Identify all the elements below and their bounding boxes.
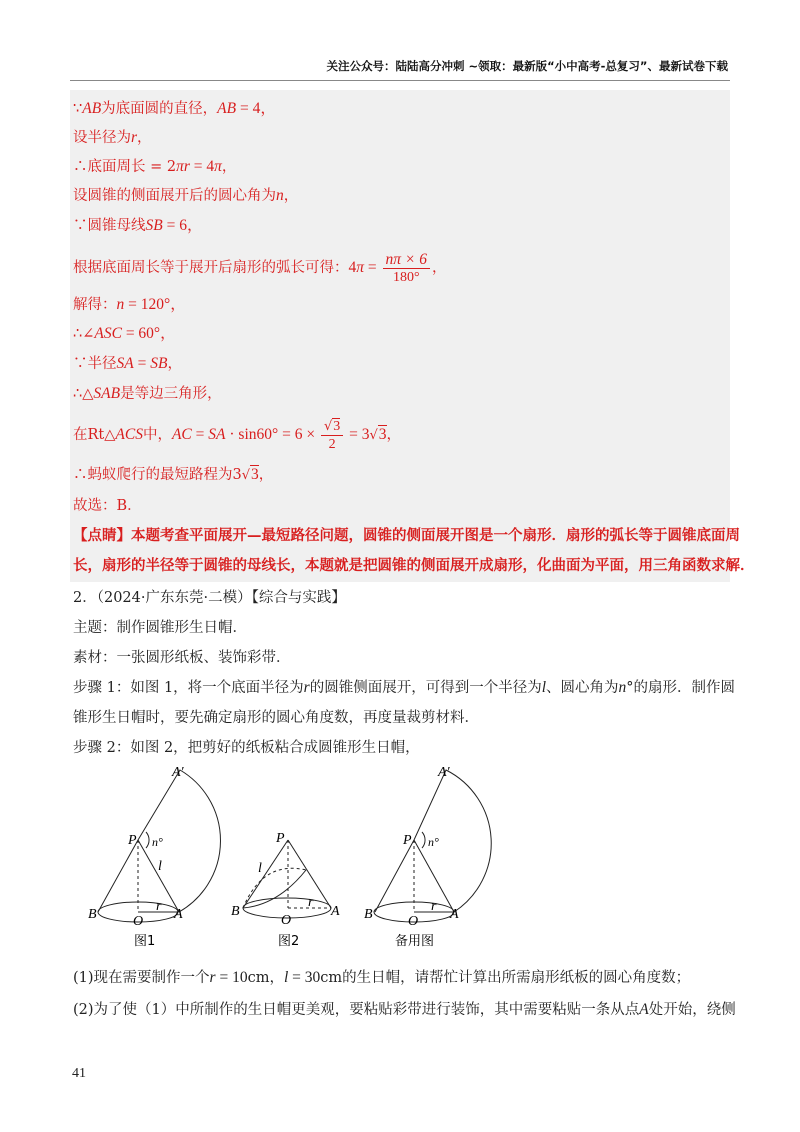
fig3-label-A: A <box>450 907 459 922</box>
solution-line-14: 【点睛】本题考查平面展开—最短路径问题，圆锥的侧面展开图是一个扇形．扇形的弧长等于圆锥底面周 <box>73 527 740 544</box>
fig3-label-P: P <box>403 833 412 848</box>
problem-step1-cont: 锥形生日帽时，要先确定扇形的圆心角度数，再度量裁剪材料． <box>73 710 479 726</box>
solution-line-4: 设圆锥的侧面展开后的圆心角为n， <box>73 187 299 204</box>
fig2-label-r: r <box>308 895 314 910</box>
fig1-label-l: l <box>158 859 162 874</box>
solution-line-2: 设半径为r， <box>73 129 152 146</box>
problem-title: 2．（2024·广东东莞·二模）【综合与实践】 <box>73 590 346 606</box>
solution-line-5: ∵圆锥母线SB = 6， <box>73 217 203 234</box>
problem-topic: 主题：制作圆锥形生日帽． <box>73 620 247 636</box>
header-divider <box>70 80 730 81</box>
problem-step1: 步骤 1：如图 1，将一个底面半径为r的圆锥侧面展开，可得到一个半径为l、圆心角为n°的扇形．制作圆 <box>73 679 736 696</box>
fig1-label-r: r <box>156 899 162 914</box>
fig3-label-r: r <box>431 899 437 914</box>
cone-figures <box>88 760 518 955</box>
solution-line-8: ∴∠ASC = 60°， <box>73 325 176 342</box>
fig2-label-O: O <box>281 913 292 928</box>
figure-2 <box>243 840 331 918</box>
fig3-caption: 备用图 <box>395 934 435 949</box>
solution-line-6: 根据底面周长等于展开后扇形的弧长可得：4π = $\frac{n\pi \times 6}{180^\circ}$ ， <box>73 250 447 285</box>
solution-line-15: 长，扇形的半径等于圆锥的母线长，本题就是把圆锥的侧面展开成扇形，化曲面为平面，用三角函数求解． <box>73 557 755 574</box>
fig1-label-A: A <box>174 907 183 922</box>
solution-line-3: ∴底面周长 = 2πr = 4π， <box>73 158 237 175</box>
fig1-caption: 图1 <box>134 934 156 949</box>
fraction-arc-length: $\frac{n\pi \times 6}{180^\circ}$ <box>383 251 430 286</box>
solution-line-10: ∴△SAB是等边三角形， <box>73 385 222 402</box>
fig3-label-B: B <box>364 907 373 922</box>
page-number: 41 <box>72 1066 86 1081</box>
fig2-label-A: A <box>331 904 340 919</box>
fig2-label-P: P <box>276 831 285 846</box>
problem-material: 素材：一张圆形纸板、装饰彩带． <box>73 650 291 666</box>
fig1-label-n: n° <box>152 835 163 849</box>
fig1-label-Aprime: A′ <box>172 765 184 780</box>
fig3-label-n: n° <box>428 835 439 849</box>
problem-step2: 步骤 2：如图 2，把剪好的纸板粘合成圆锥形生日帽， <box>73 740 420 756</box>
solution-line-7: 解得：n = 120°， <box>73 296 186 313</box>
solution-line-1: ∵AB为底面圆的直径，AB = 4， <box>73 100 276 117</box>
solution-line-9: ∵半径SA = SB， <box>73 355 182 372</box>
page-header: 关注公众号：陆陆高分冲刺 ~领取：最新版“小中高考-总复习”、最新试卷下载 <box>326 59 728 73</box>
fig2-label-l: l <box>258 861 262 876</box>
fig1-label-O: O <box>133 914 144 929</box>
question-2: (2)为了使（1）中所制作的生日帽更美观，要粘贴彩带进行装饰，其中需要粘贴一条从点A处开始，绕侧 <box>73 1001 736 1018</box>
fig2-caption: 图2 <box>278 934 300 949</box>
fig1-label-P: P <box>128 833 137 848</box>
fig2-label-B: B <box>231 904 240 919</box>
question-1: (1)现在需要制作一个r = 10cm，l = 30cm的生日帽，请帮忙计算出所需扇形纸板的圆心角度数； <box>73 969 691 986</box>
solution-line-13: 故选：B． <box>73 498 142 514</box>
fig3-label-Aprime: A′ <box>438 765 450 780</box>
fig3-label-O: O <box>408 914 419 929</box>
solution-line-11: 在Rt△ACS中，AC = SA · sin60° = 6 × $\frac{√3}{2}$ = 3√3， <box>73 418 402 452</box>
solution-block <box>70 90 755 582</box>
solution-line-12: ∴蚂蚁爬行的最短路程为3√3， <box>73 466 274 483</box>
fraction-sqrt3-over-2: $\frac{√3}{2}$ <box>321 418 343 453</box>
fig1-label-B: B <box>88 907 97 922</box>
